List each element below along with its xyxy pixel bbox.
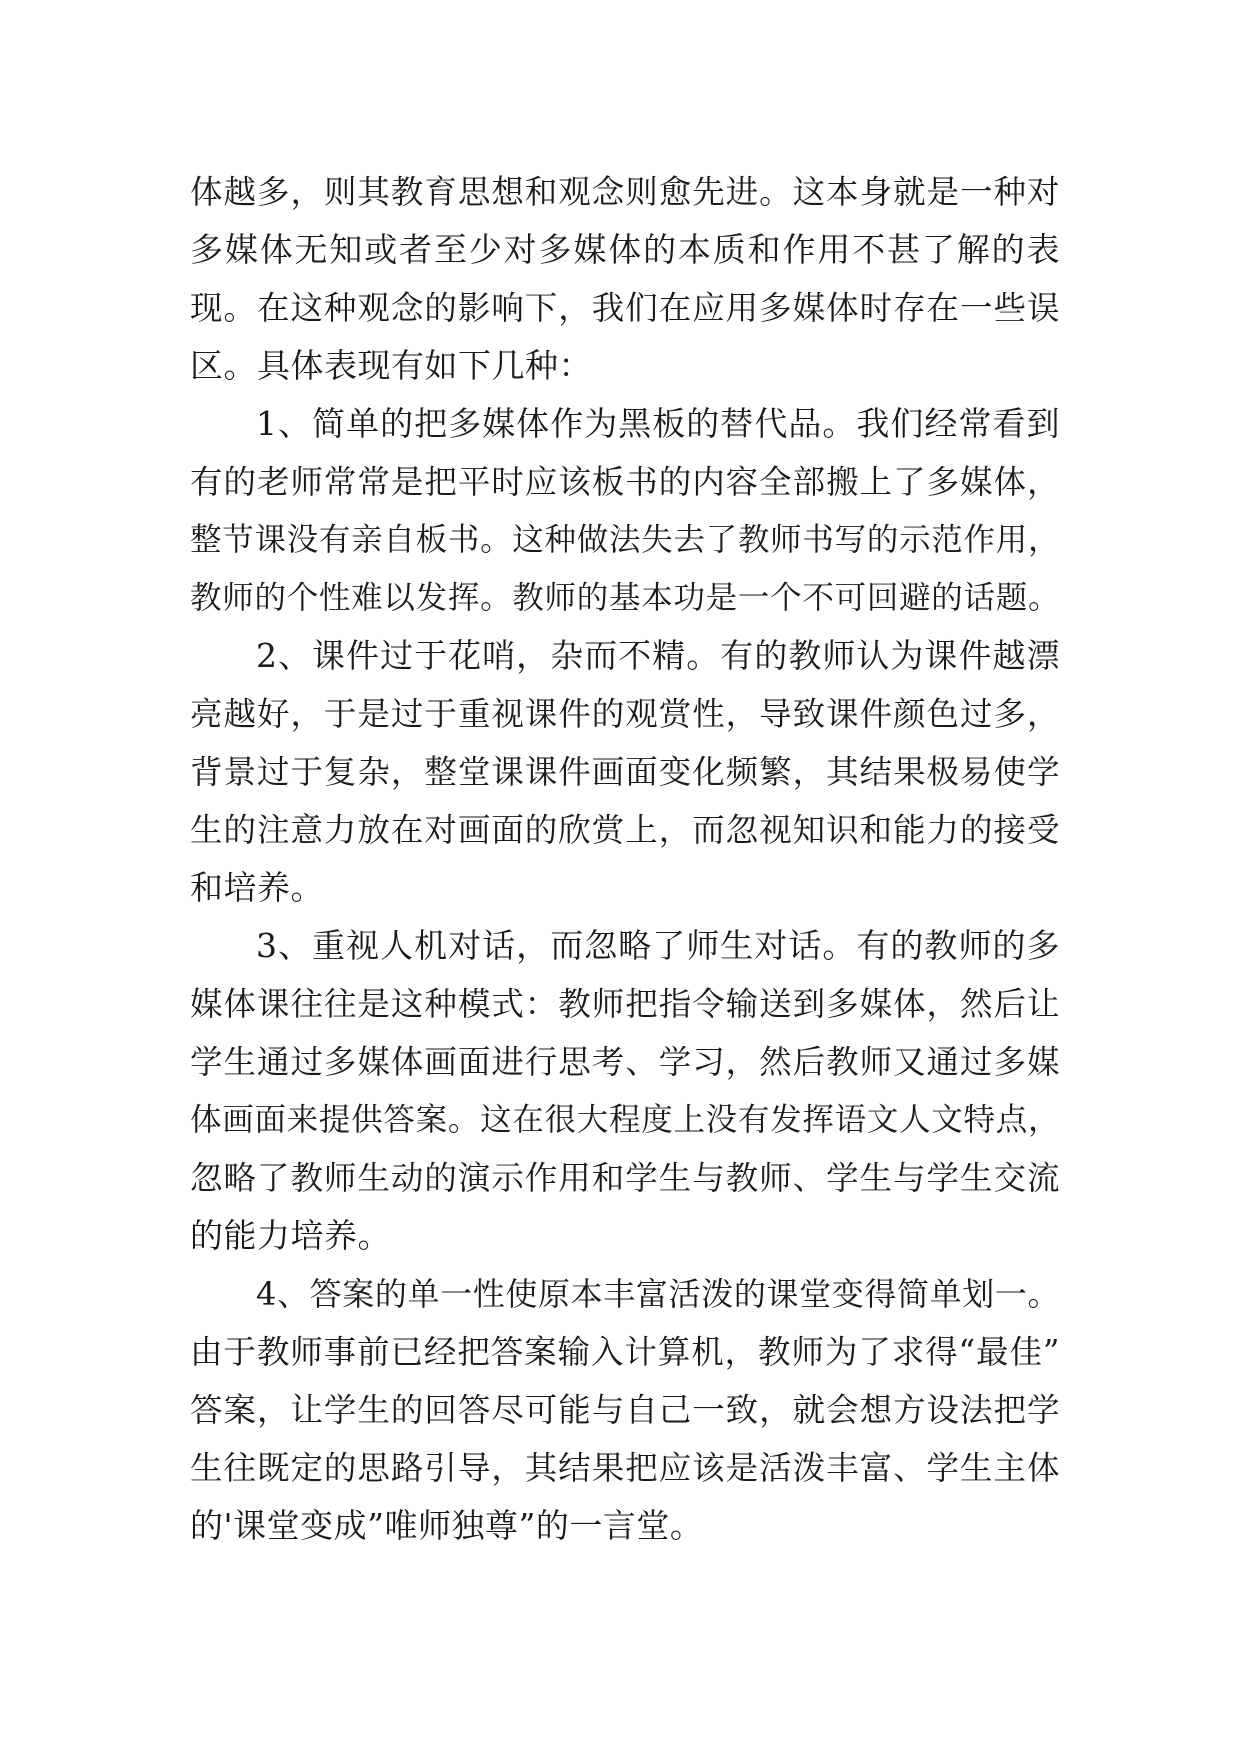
text-line: 区。具体表现有如下几种：: [190, 346, 592, 385]
paragraph-first-line: 3、重视人机对话，而忽略了师生对话。有的教师的多: [256, 926, 1060, 965]
paragraph-first-line: 1、简单的把多媒体作为黑板的替代品。我们经常看到: [256, 404, 1060, 443]
paragraph-first-line: 2、课件过于花哨，杂而不精。有的教师认为课件越漂: [256, 636, 1060, 675]
text-line: 亮越好，于是过于重视课件的观赏性，导致课件颜色过多，: [190, 695, 1060, 733]
text-line: 由于教师事前已经把答案输入计算机，教师为了求得“最佳”: [190, 1333, 1060, 1371]
text-line: 媒体课往往是这种模式：教师把指令输送到多媒体，然后让: [190, 985, 1060, 1023]
text-line: 体越多，则其教育思想和观念则愈先进。这本身就是一种对: [190, 173, 1060, 211]
text-line: 整节课没有亲自板书。这种做法失去了教师书写的示范作用，: [190, 522, 1060, 558]
text-line: 体画面来提供答案。这在很大程度上没有发挥语文人文特点，: [190, 1102, 1060, 1138]
text-line: 学生通过多媒体画面进行思考、学习，然后教师又通过多媒: [190, 1043, 1060, 1081]
text-line: 背景过于复杂，整堂课课件画面变化频繁，其结果极易使学: [190, 753, 1060, 791]
text-line: 忽略了教师生动的演示作用和学生与教师、学生与学生交流: [190, 1159, 1060, 1197]
text-line: 的能力培养。: [190, 1216, 391, 1255]
text-line: 教师的个性难以发挥。教师的基本功是一个不可回避的话题。: [190, 580, 1060, 616]
text-line: 生往既定的思路引导，其结果把应该是活泼丰富、学生主体: [190, 1449, 1060, 1487]
paragraph-first-line: 4、答案的单一性使原本丰富活泼的课堂变得简单划一。: [256, 1275, 1060, 1313]
text-line: 生的注意力放在对画面的欣赏上，而忽视知识和能力的接受: [190, 811, 1060, 849]
document-body: [190, 163, 1060, 1555]
text-line: 多媒体无知或者至少对多媒体的本质和作用不甚了解的表: [190, 230, 1060, 269]
text-line: 和培养。: [190, 868, 324, 907]
text-line: 的'课堂变成”唯师独尊”的一言堂。: [190, 1506, 704, 1545]
text-line: 有的老师常常是把平时应该板书的内容全部搬上了多媒体，: [190, 463, 1060, 501]
text-line: 现。在这种观念的影响下，我们在应用多媒体时存在一些误: [190, 289, 1060, 327]
text-line: 答案，让学生的回答尽可能与自己一致，就会想方设法把学: [190, 1391, 1060, 1429]
